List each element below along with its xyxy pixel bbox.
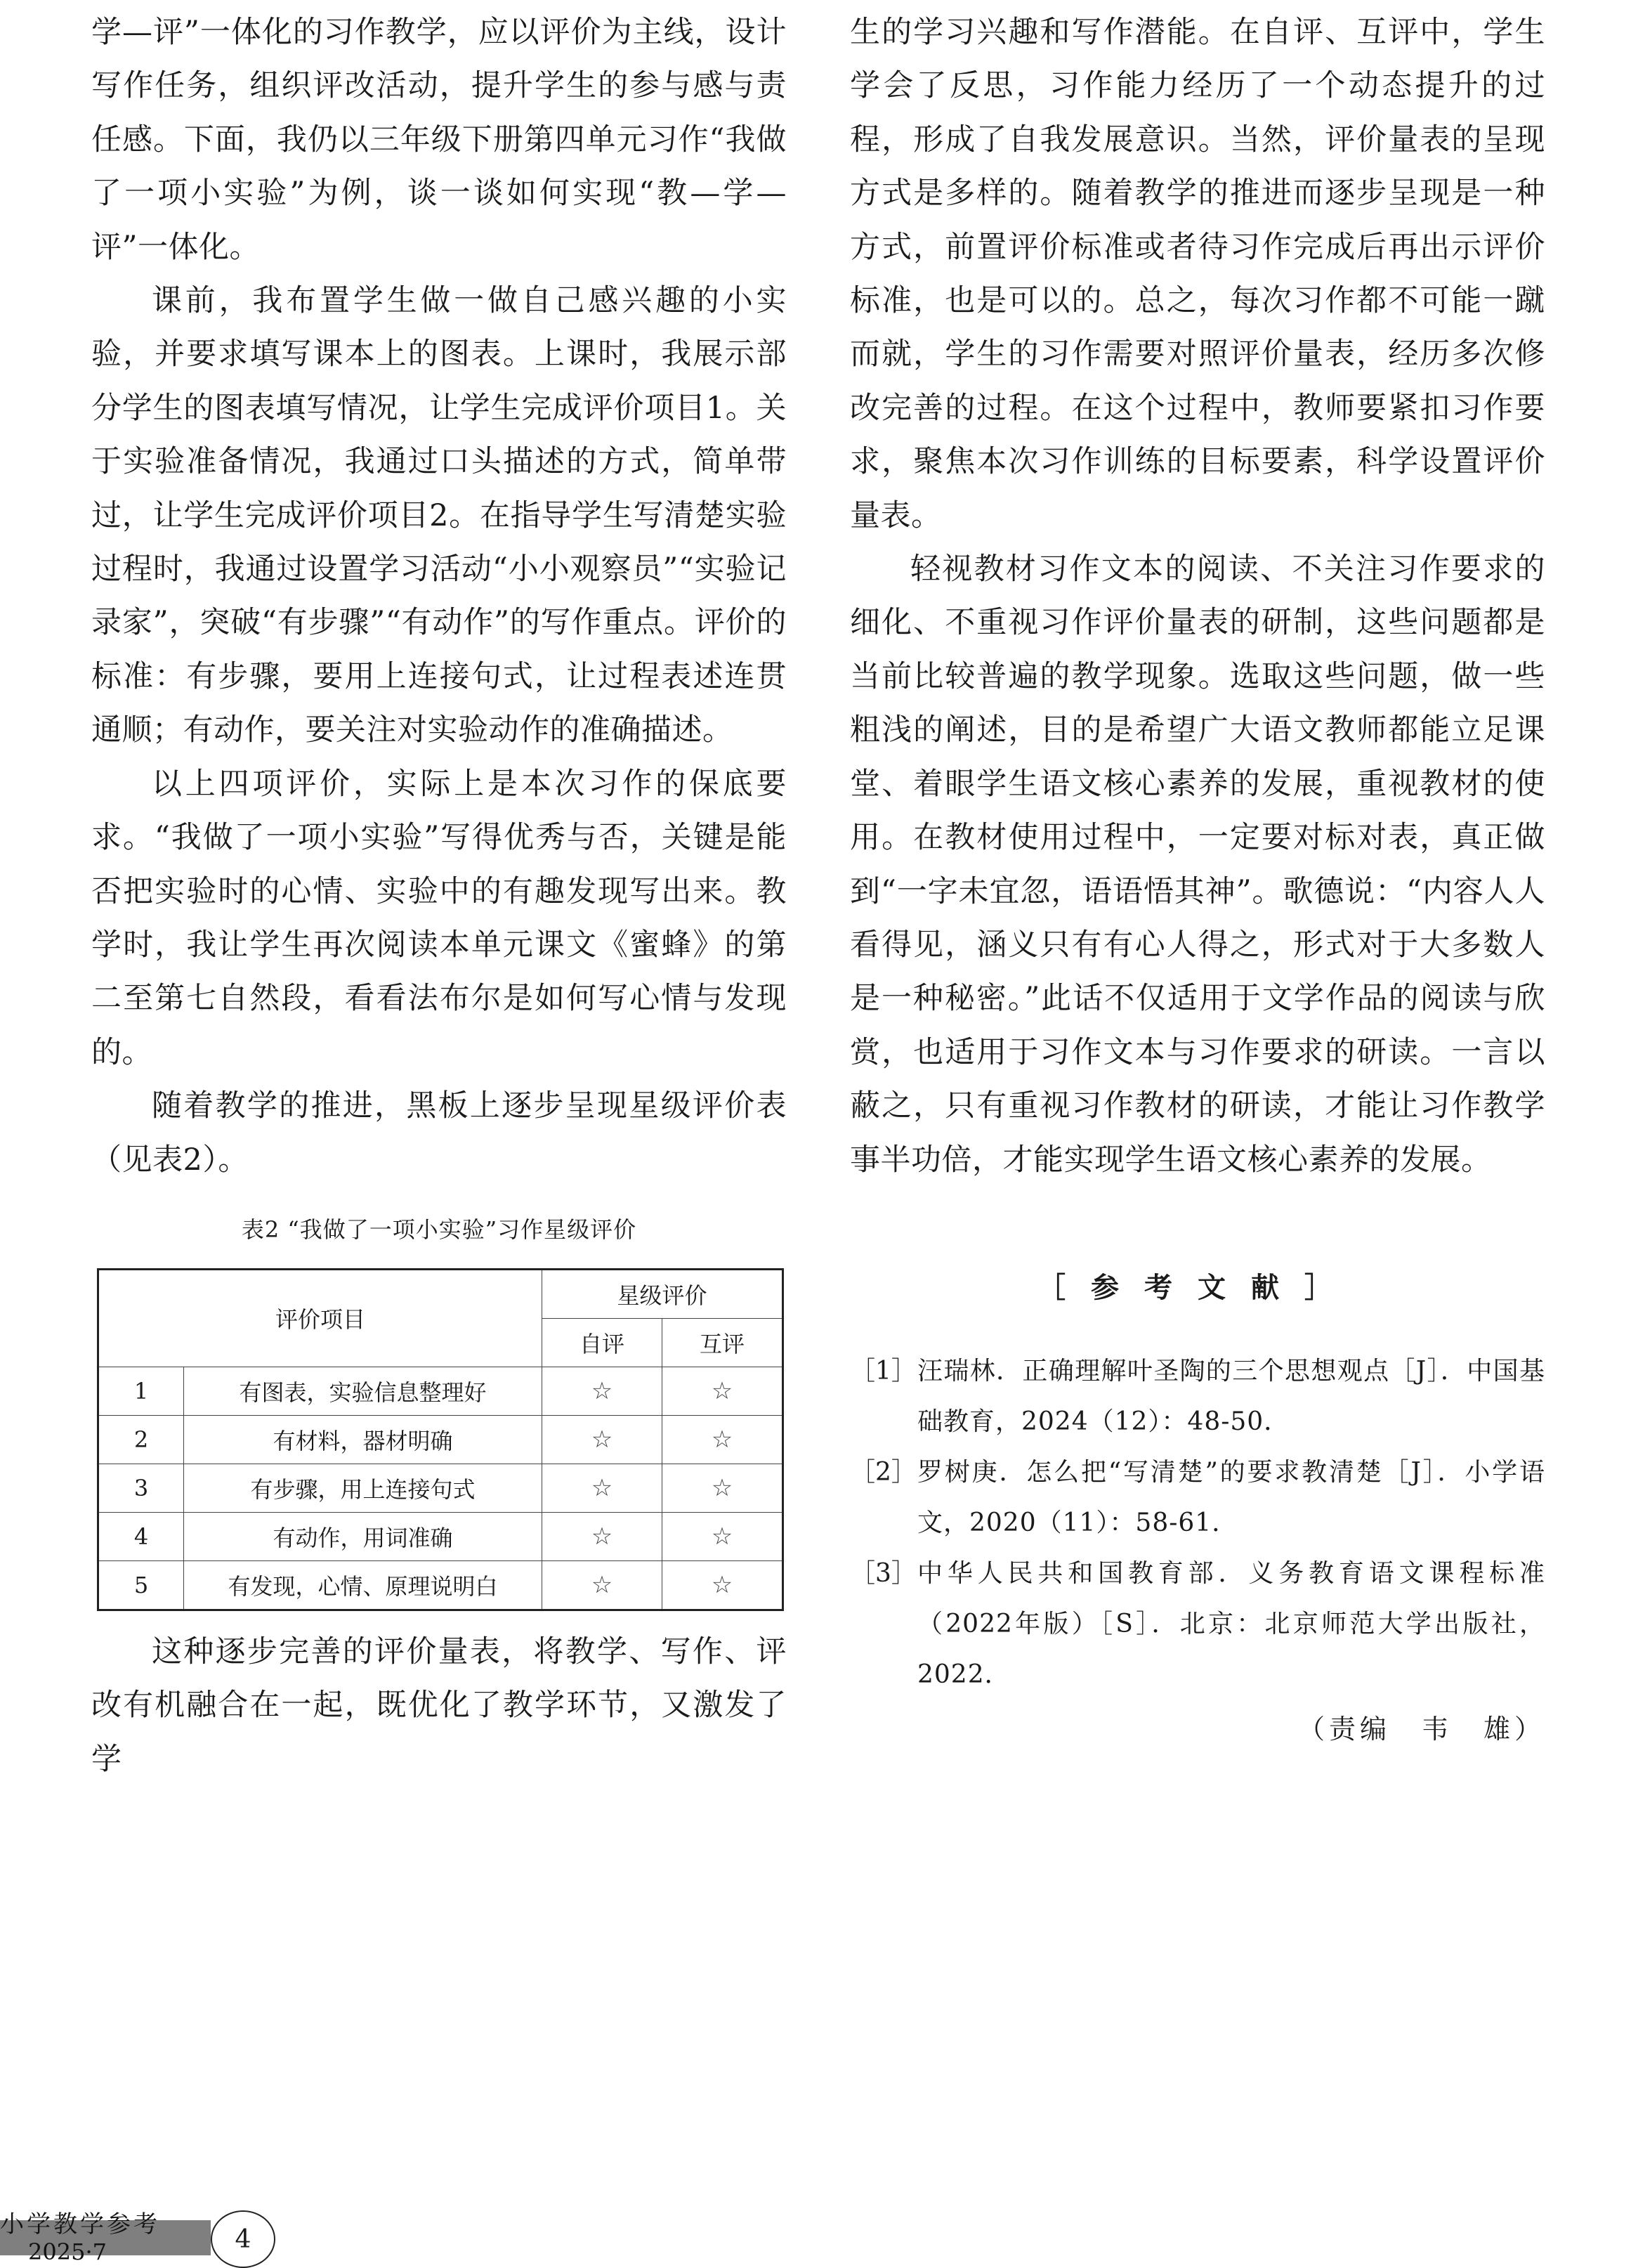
star-icon: ☆ [662,1512,783,1560]
row-item: 有发现，心情、原理说明白 [184,1560,542,1610]
table-row [98,1415,783,1464]
table-caption: 表2 “我做了一项小实验”习作星级评价 [241,1216,637,1243]
body-paragraph: 课前，我布置学生做一做自己感兴趣的小实验，并要求填写课本上的图表。上课时，我展示部分学生的图表填写情况，让学生完成评价项目1。关于实验准备情况，我通过口头描述的方式，简单带过，让学生完成评价项目2。在指导学生写清楚实验过程时，我通过设置学习活动“小小观察员”“实验记录家”，突破“有步骤”“有动作”的写作重点。评价的标准：有步骤，要用上连接句式，让过程表述连贯通顺；有动作，要关注对实验动作的准确描述。 [91,283,787,748]
body-paragraph: 以上四项评价，实际上是本次习作的保底要求。“我做了一项小实验”写得优秀与否，关键是能否把实验时的心情、实验中的有趣发现写出来。教学时，我让学生再次阅读本单元课文《蜜蜂》的第二至第七自然段，看看法布尔是如何写心情与发现的。 [91,766,787,1070]
body-paragraph: 轻视教材习作文本的阅读、不关注习作要求的细化、不重视习作评价量表的研制，这些问题都是当前比较普遍的教学现象。选取这些问题，做一些粗浅的阐述，目的是希望广大语文教师都能立足课堂、着眼学生语文核心素养的发展，重视教材的使用。在教材使用过程中，一定要对标对表，真正做到“一字未宜忽，语语悟其神”。歌德说：“内容人人看得见，涵义只有有心人得之，形式对于大多数人是一种秘密。”此话不仅适用于文学作品的阅读与欣赏，也适用于习作文本与习作要求的研读。一言以蔽之，只有重视习作教材的研读，才能让习作教学事半功倍，才能实现学生语文核心素养的发展。 [850,552,1545,1178]
evaluation-table [97,1268,784,1611]
page-footer [0,2205,309,2267]
body-paragraph: 生的学习兴趣和写作潜能。在自评、互评中，学生学会了反思，习作能力经历了一个动态提升的过程，形成了自我发展意识。当然，评价量表的呈现方式是多样的。随着教学的推进而逐步呈现是一种方式，前置评价标准或者待习作完成后再出示评价标准，也是可以的。总之，每次习作都不可能一蹴而就，学生的习作需要对照评价量表，经历多次修改完善的过程。在这个过程中，教师要紧扣习作要求，聚焦本次习作训练的目标要素，科学设置评价量表。 [850,15,1545,533]
editor-note: （责编 韦 雄） [1297,1713,1545,1745]
star-icon: ☆ [542,1367,662,1415]
star-icon: ☆ [542,1415,662,1464]
star-icon: ☆ [662,1464,783,1512]
body-paragraph: 这种逐步完善的评价量表，将教学、写作、评改有机融合在一起，既优化了教学环节，又激发了学 [91,1634,787,1777]
row-number: 2 [98,1415,184,1464]
star-icon: ☆ [542,1464,662,1512]
row-number: 3 [98,1464,184,1512]
row-item: 有步骤，用上连接句式 [184,1464,542,1512]
star-icon: ☆ [662,1560,783,1610]
table-header-item: 评价项目 [98,1269,542,1367]
row-item: 有材料，器材明确 [184,1415,542,1464]
star-icon: ☆ [662,1367,783,1415]
row-number: 5 [98,1560,184,1610]
reference-item [850,1549,1545,1700]
table-header-self: 自评 [542,1318,662,1367]
star-icon: ☆ [662,1415,783,1464]
table-row [98,1560,783,1610]
issue-date: 2025·7 [28,2238,107,2265]
reference-item [850,1346,1545,1447]
row-item: 有图表，实验信息整理好 [184,1367,542,1415]
reference-number: ［1］ [850,1356,917,1386]
reference-text: 汪瑞林．正确理解叶圣陶的三个思想观点［J］．中国基础教育，2024（12）：48-50． [917,1356,1545,1436]
page-number: 4 [211,2210,275,2268]
reference-number: ［2］ [850,1457,917,1487]
body-paragraph: 随着教学的推进，黑板上逐步呈现星级评价表（见表2）。 [91,1088,787,1178]
reference-number: ［3］ [850,1558,917,1588]
reference-text: 罗树庚．怎么把“写清楚”的要求教清楚［J］．小学语文，2020（11）：58-61． [917,1457,1545,1537]
right-column [850,6,1545,1746]
row-number: 4 [98,1512,184,1560]
table-row [98,1512,783,1560]
table-row [98,1464,783,1512]
table-header-group: 星级评价 [542,1269,783,1318]
references-heading: ［参考文献］ [1037,1270,1358,1304]
star-icon: ☆ [542,1512,662,1560]
star-icon: ☆ [542,1560,662,1610]
body-paragraph: 学—评”一体化的习作教学，应以评价为主线，设计写作任务，组织评改活动，提升学生的参与感与责任感。下面，我仍以三年级下册第四单元习作“我做了一项小实验”为例，谈一谈如何实现“教—学—评”一体化。 [91,15,787,265]
reference-text: 中华人民共和国教育部．义务教育语文课程标准（2022年版）［S］．北京：北京师范大学出版社，2022． [917,1558,1545,1689]
reference-item [850,1447,1545,1549]
journal-name: 小学教学参考 [0,2210,160,2238]
table-header-peer: 互评 [662,1318,783,1367]
row-item: 有动作，用词准确 [184,1512,542,1560]
table-row [98,1367,783,1415]
left-column [91,6,787,1786]
row-number: 1 [98,1367,184,1415]
